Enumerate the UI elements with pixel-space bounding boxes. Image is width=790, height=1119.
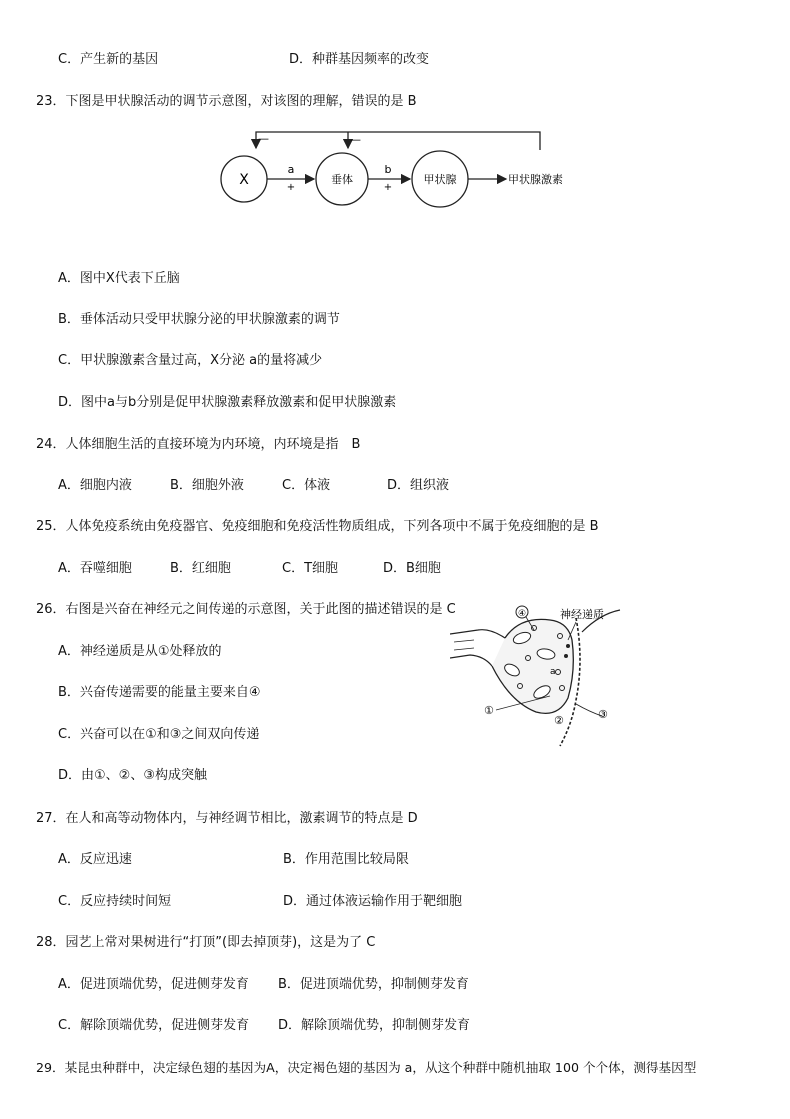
q26-option-b: B．兴奋传递需要的能量主要来自④ [58, 685, 261, 700]
q25-option-b: B．红细胞 [170, 561, 231, 576]
question-25-stem: 25．人体免疫系统由免疫器官、免疫细胞和免疫活性物质组成，下列各项中不属于免疫细胞的是 B [36, 519, 599, 534]
q28-option-b: B．促进顶端优势，抑制侧芽发育 [278, 977, 469, 992]
q27-option-c: C．反应持续时间短 [58, 894, 172, 909]
q24-option-c: C．体液 [282, 478, 331, 493]
q27-option-b: B．作用范围比较局限 [283, 852, 409, 867]
question-23-stem: 23．下图是甲状腺活动的调节示意图，对该图的理解，错误的是 B [36, 94, 417, 109]
q23-option-c: C．甲状腺激素含量过高，X分泌 a的量将减少 [58, 353, 323, 368]
question-28-stem: 28．园艺上常对果树进行“打顶”(即去掉顶芽)，这是为了 C [36, 935, 376, 950]
q25-option-a: A．吞噬细胞 [58, 561, 132, 576]
q25-option-c: C．T细胞 [282, 561, 339, 576]
q24-option-b: B．细胞外液 [170, 478, 244, 493]
q24-option-d: D．组织液 [387, 478, 450, 493]
node-x-label: X [239, 172, 249, 188]
node-thyroid-label: 甲状腺 [423, 173, 457, 186]
label-transmitter: 神经递质 [560, 608, 604, 621]
q24-option-a: A．细胞内液 [58, 478, 132, 493]
q23-option-d: D．图中a与b分别是促甲状腺激素释放激素和促甲状腺激素 [58, 395, 397, 410]
arrow-a-label: a [287, 163, 295, 176]
q25-option-d: D．B细胞 [383, 561, 441, 576]
output-label: 甲状腺激素 [508, 173, 563, 186]
q23-option-b: B．垂体活动只受甲状腺分泌的甲状腺激素的调节 [58, 312, 340, 327]
q27-option-a: A．反应迅速 [58, 852, 132, 867]
question-29-stem: 29．某昆虫种群中，决定绿色翅的基因为A，决定褐色翅的基因为 a，从这个种群中随机抽取 100 个个体，测得基因型 [36, 1060, 697, 1075]
arrow-b-plus: + [383, 182, 393, 193]
label-3: ③ [598, 708, 608, 721]
option-c: C．产生新的基因 [58, 52, 159, 67]
q28-option-d: D．解除顶端优势，抑制侧芽发育 [278, 1018, 471, 1033]
q26-option-c: C．兴奋可以在①和③之间双向传递 [58, 727, 260, 742]
thyroid-regulation-diagram [210, 128, 590, 210]
q28-option-c: C．解除顶端优势，促进侧芽发育 [58, 1018, 250, 1033]
q23-option-a: A．图中X代表下丘脑 [58, 271, 180, 286]
synapse-figure [450, 600, 650, 750]
label-1: ① [484, 704, 494, 717]
question-24-stem: 24．人体细胞生活的直接环境为内环境，内环境是指 B [36, 437, 361, 452]
arrow-b-label: b [384, 163, 392, 176]
question-27-stem: 27．在人和高等动物体内，与神经调节相比，激素调节的特点是 D [36, 811, 418, 826]
feedback-to-x-arrow [256, 132, 540, 150]
arrow-a-plus: + [286, 182, 296, 193]
minus-sign-pituitary: — [350, 133, 361, 146]
minus-sign-x: — [258, 132, 269, 145]
label-4: ④ [517, 609, 527, 619]
node-pituitary-label: 垂体 [331, 173, 353, 186]
q26-option-a: A．神经递质是从①处释放的 [58, 644, 222, 659]
label-a: a [550, 667, 556, 677]
option-d: D．种群基因频率的改变 [289, 52, 430, 67]
label-2: ② [554, 714, 564, 727]
q28-option-a: A．促进顶端优势，促进侧芽发育 [58, 977, 249, 992]
q27-option-d: D．通过体液运输作用于靶细胞 [283, 894, 463, 909]
question-26-stem: 26．右图是兴奋在神经元之间传递的示意图，关于此图的描述错误的是 C [36, 602, 456, 617]
q26-option-d: D．由①、②、③构成突触 [58, 768, 207, 783]
